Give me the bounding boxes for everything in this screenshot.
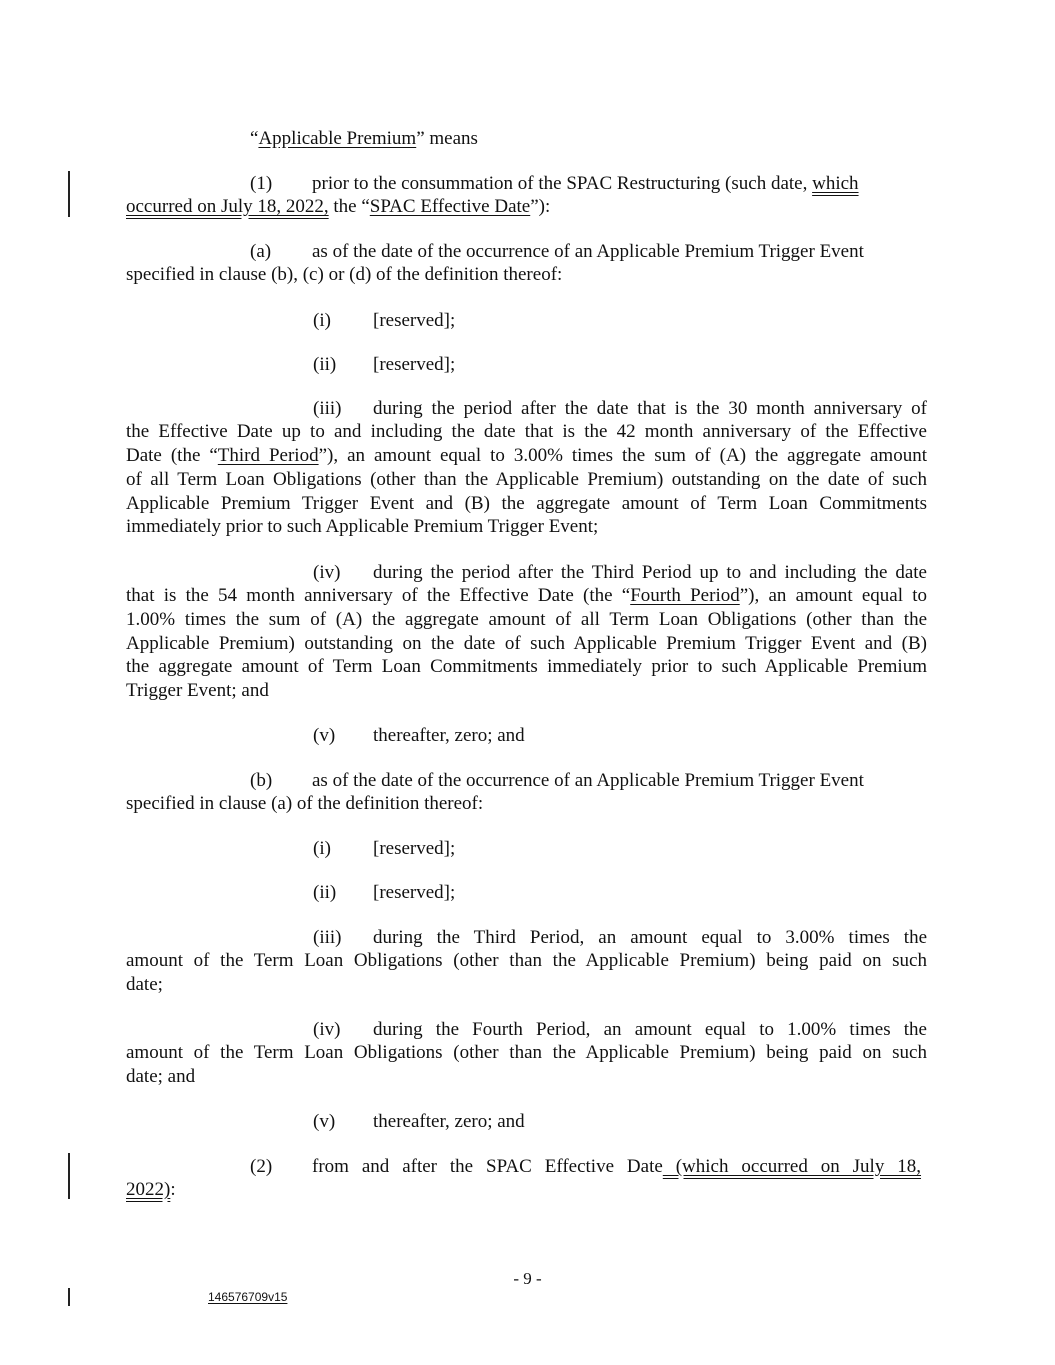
- clause-label: (a): [250, 241, 272, 262]
- sub-b-line-2: specified in clause (a) of the definition thereof:: [126, 793, 484, 814]
- sub-a-item-iii-line-3: Date (the “Third Period”), an amount equal to 3.00% times the sum of (A) the aggregate amount: [126, 445, 927, 466]
- clause-label: (i): [313, 838, 331, 859]
- sub-a-line-1: (a) as of the date of the occurrence of an Applicable Premium Trigger Event: [250, 241, 864, 262]
- sub-a-item-i: (i) [reserved];: [313, 310, 456, 331]
- sub-a-item-iv-line-1: (iv) during the period after the Third Period up to and including the date: [313, 562, 927, 583]
- sub-a-item-iv-line-5: the aggregate amount of Term Loan Commitments immediately prior to such Applicable Premium: [126, 656, 927, 677]
- sub-b-item-iv-line-2: amount of the Term Loan Obligations (other than the Applicable Premium) being paid on such: [126, 1042, 927, 1063]
- clause-2-line-1: (2) from and after the SPAC Effective Date (which occurred on July 18,: [250, 1156, 922, 1177]
- document-id: 146576709v15: [208, 1290, 288, 1304]
- clause-label: (v): [313, 725, 336, 746]
- defined-term: Third Period: [217, 445, 319, 466]
- clause-label: (iii): [313, 927, 342, 948]
- clause-label: (b): [250, 770, 273, 791]
- clause-label: (ii): [313, 354, 337, 375]
- sub-a-item-iii-line-5: Applicable Premium Trigger Event and (B) the aggregate amount of Term Loan Commitments: [126, 493, 927, 514]
- sub-b-item-v: (v) thereafter, zero; and: [313, 1111, 525, 1132]
- sub-a-item-ii: (ii) [reserved];: [313, 354, 456, 375]
- sub-a-item-v: (v) thereafter, zero; and: [313, 725, 525, 746]
- clause-2-line-2: 2022):: [126, 1179, 176, 1200]
- definition-heading: “Applicable Premium” means: [250, 128, 478, 149]
- inserted-text: which: [812, 173, 859, 194]
- defined-term: Fourth Period: [630, 585, 740, 606]
- clause-label: (iii): [313, 398, 342, 419]
- clause-label: (iv): [313, 562, 341, 583]
- sub-a-item-iii-line-4: of all Term Loan Obligations (other than the Applicable Premium) outstanding on the date of such: [126, 469, 927, 490]
- clause-label: (2): [250, 1156, 273, 1177]
- sub-a-item-iii-line-1: (iii) during the period after the date that is the 30 month anniversary of: [313, 398, 927, 419]
- sub-b-line-1: (b) as of the date of the occurrence of an Applicable Premium Trigger Event: [250, 770, 864, 791]
- sub-b-item-iv-line-1: (iv) during the Fourth Period, an amount equal to 1.00% times the: [313, 1019, 927, 1040]
- sub-b-item-iii-line-3: date;: [126, 974, 163, 995]
- clause-label: (v): [313, 1111, 336, 1132]
- clause-label: (ii): [313, 882, 337, 903]
- sub-a-item-iv-line-3: 1.00% times the sum of (A) the aggregate amount of all Term Loan Obligations (other than the: [126, 609, 927, 630]
- sub-b-item-iv-line-3: date; and: [126, 1066, 196, 1087]
- sub-b-item-i: (i) [reserved];: [313, 838, 456, 859]
- clause-1-line-2: occurred on July 18, 2022, the “SPAC Effective Date”):: [126, 196, 551, 217]
- inserted-text: (which occurred on July 18,: [662, 1156, 922, 1177]
- sub-a-item-iv-line-2: that is the 54 month anniversary of the Effective Date (the “Fourth Period”), an amount equal to: [126, 585, 928, 606]
- clause-label: (iv): [313, 1019, 341, 1040]
- sub-a-item-iv-line-4: Applicable Premium) outstanding on the date of such Applicable Premium Trigger Event and (B): [126, 633, 927, 654]
- clause-label: (1): [250, 173, 273, 194]
- inserted-text: 2022): [126, 1179, 171, 1200]
- sub-a-item-iii-line-2: the Effective Date up to and including the date that is the 42 month anniversary of the Effective: [126, 421, 927, 442]
- clause-1-line-1: (1) prior to the consummation of the SPAC Restructuring (such date, which: [250, 173, 859, 194]
- page-number: - 9 -: [513, 1269, 542, 1288]
- change-bar: [68, 171, 70, 217]
- sub-a-item-iv-line-6: Trigger Event; and: [126, 680, 269, 701]
- clause-label: (i): [313, 310, 331, 331]
- change-bar: [68, 1153, 70, 1199]
- sub-b-item-iii-line-2: amount of the Term Loan Obligations (other than the Applicable Premium) being paid on such: [126, 950, 927, 971]
- defined-term: Applicable Premium: [258, 128, 417, 149]
- sub-a-item-iii-line-6: immediately prior to such Applicable Premium Trigger Event;: [126, 516, 599, 537]
- sub-a-line-2: specified in clause (b), (c) or (d) of the definition thereof:: [126, 264, 563, 285]
- sub-b-item-iii-line-1: (iii) during the Third Period, an amount equal to 3.00% times the: [313, 927, 927, 948]
- defined-term: SPAC Effective Date: [369, 196, 531, 217]
- change-bar: [68, 1288, 70, 1306]
- inserted-text: occurred on July 18, 2022,: [126, 196, 329, 217]
- sub-b-item-ii: (ii) [reserved];: [313, 882, 456, 903]
